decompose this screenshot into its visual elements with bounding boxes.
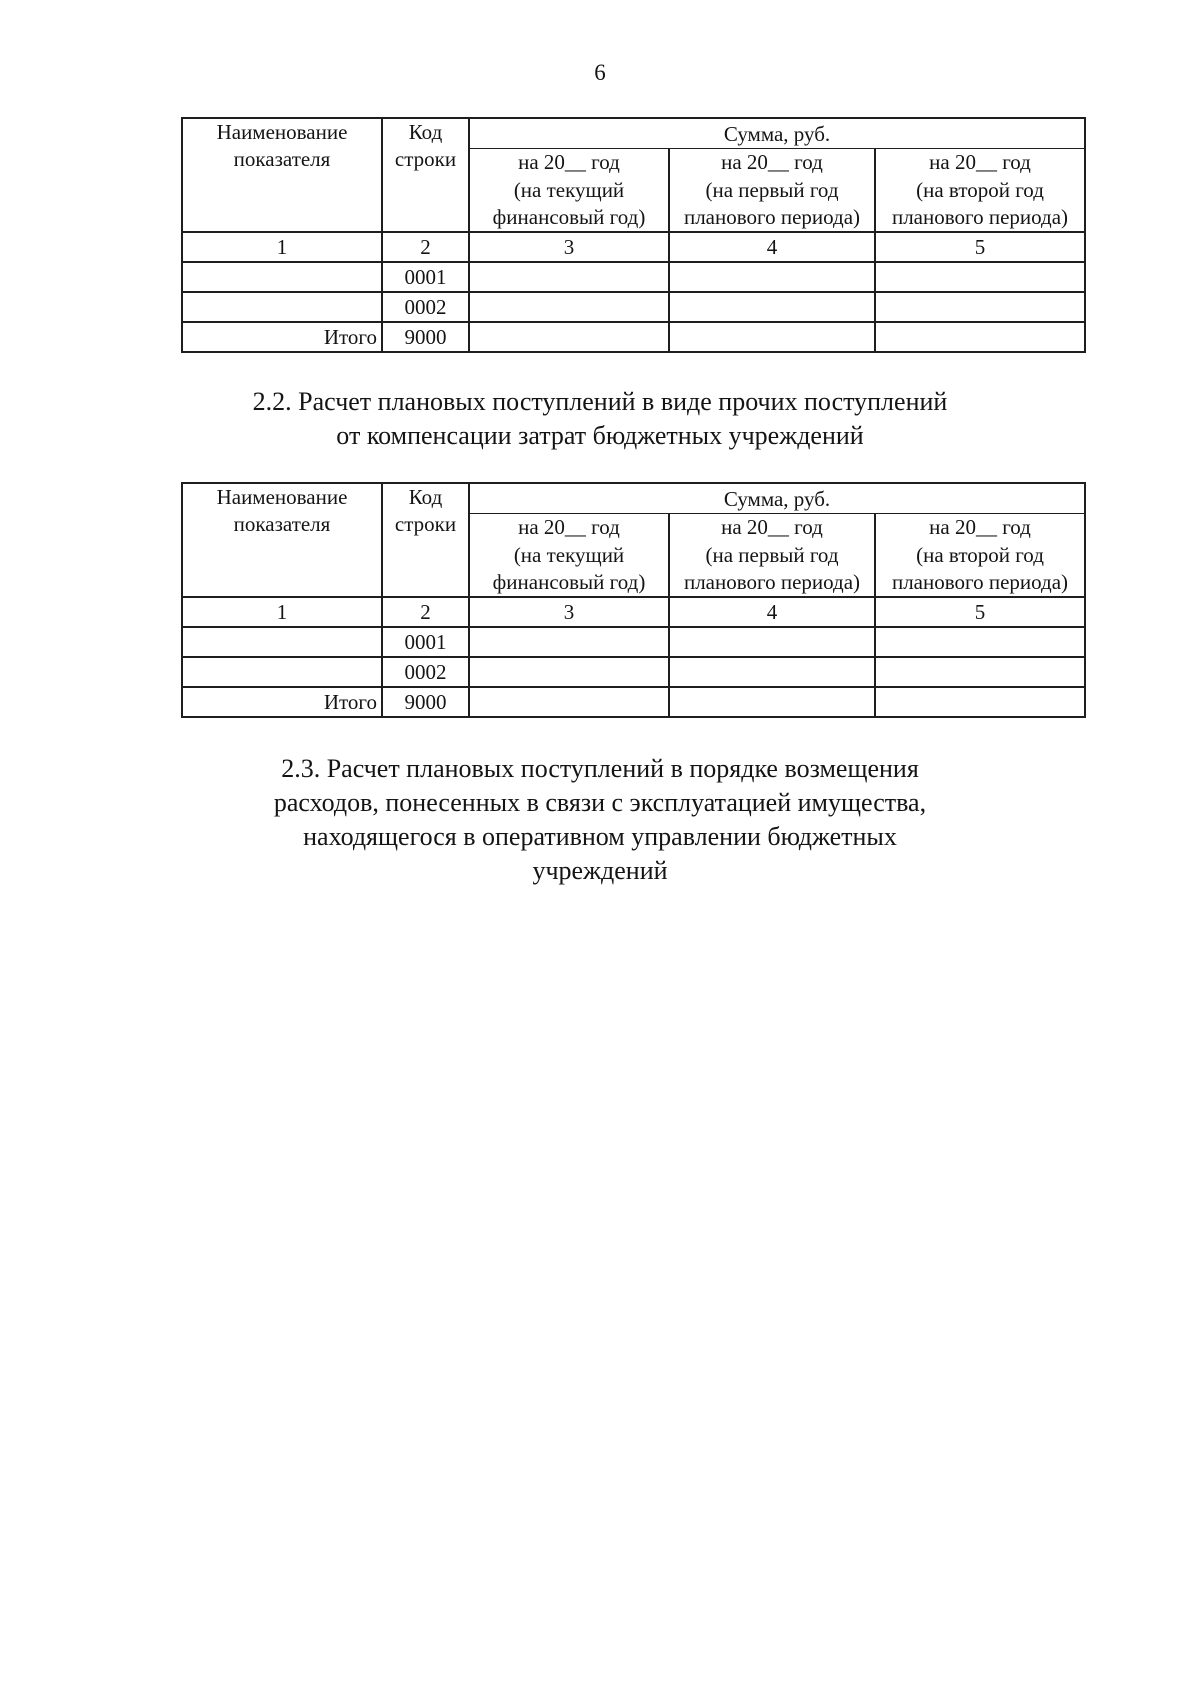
column-number: 1 xyxy=(182,597,382,627)
sum-cell xyxy=(469,292,669,322)
sum-cell xyxy=(669,322,875,352)
column-number: 5 xyxy=(875,597,1085,627)
line-code-cell: 0002 xyxy=(382,657,469,687)
sum-cell xyxy=(469,322,669,352)
page-number: 6 xyxy=(594,60,606,85)
table-row xyxy=(182,627,1085,657)
header-second-plan-year: на 20__ год (на второй год планового периода) xyxy=(875,514,1085,597)
header-indicator-name: Наименование показателя xyxy=(182,118,382,232)
indicator-name-cell xyxy=(182,657,382,687)
total-row xyxy=(182,322,1085,352)
table-row xyxy=(182,262,1085,292)
table-row xyxy=(182,657,1085,687)
column-number: 5 xyxy=(875,232,1085,262)
sum-cell xyxy=(875,262,1085,292)
sum-cell xyxy=(875,627,1085,657)
sum-cell xyxy=(669,292,875,322)
column-number: 4 xyxy=(669,232,875,262)
header-line-code: Код строки xyxy=(382,483,469,597)
column-number: 1 xyxy=(182,232,382,262)
sum-cell xyxy=(469,687,669,717)
revenue-table-2-1 xyxy=(181,117,1086,353)
column-number: 3 xyxy=(469,232,669,262)
line-code-cell: 9000 xyxy=(382,687,469,717)
column-number: 2 xyxy=(382,597,469,627)
table-row xyxy=(182,292,1085,322)
sum-cell xyxy=(469,627,669,657)
header-current-year: на 20__ год (на текущий финансовый год) xyxy=(469,149,669,232)
sum-cell xyxy=(669,687,875,717)
sum-cell xyxy=(875,657,1085,687)
header-indicator-name: Наименование показателя xyxy=(182,483,382,597)
header-sum: Сумма, руб. xyxy=(469,483,1085,514)
section-2-3-heading: 2.3. Расчет плановых поступлений в порядке возмещения расходов, понесенных в связи с эксплуатацией имущества, находящегося в оперативном управлении бюджетных учреждений xyxy=(273,754,927,885)
total-label: Итого xyxy=(182,322,382,352)
header-first-plan-year: на 20__ год (на первый год планового периода) xyxy=(669,149,875,232)
header-second-plan-year: на 20__ год (на второй год планового периода) xyxy=(875,149,1085,232)
line-code-cell: 0001 xyxy=(382,262,469,292)
line-code-cell: 0002 xyxy=(382,292,469,322)
header-sum: Сумма, руб. xyxy=(469,118,1085,149)
line-code-cell: 9000 xyxy=(382,322,469,352)
line-code-cell: 0001 xyxy=(382,627,469,657)
sum-cell xyxy=(469,262,669,292)
column-number-row xyxy=(182,597,1085,627)
sum-cell xyxy=(669,627,875,657)
sum-cell xyxy=(469,657,669,687)
header-line-code: Код строки xyxy=(382,118,469,232)
header-first-plan-year: на 20__ год (на первый год планового периода) xyxy=(669,514,875,597)
sum-cell xyxy=(669,657,875,687)
revenue-table-2-2 xyxy=(181,482,1086,718)
sum-cell xyxy=(669,262,875,292)
header-current-year: на 20__ год (на текущий финансовый год) xyxy=(469,514,669,597)
column-number-row xyxy=(182,232,1085,262)
total-label: Итого xyxy=(182,687,382,717)
column-number: 3 xyxy=(469,597,669,627)
column-number: 4 xyxy=(669,597,875,627)
column-number: 2 xyxy=(382,232,469,262)
indicator-name-cell xyxy=(182,292,382,322)
sum-cell xyxy=(875,292,1085,322)
sum-cell xyxy=(875,322,1085,352)
total-row xyxy=(182,687,1085,717)
sum-cell xyxy=(875,687,1085,717)
indicator-name-cell xyxy=(182,262,382,292)
section-2-2-heading: 2.2. Расчет плановых поступлений в виде прочих поступлений от компенсации затрат бюджетных учреждений xyxy=(252,387,948,450)
indicator-name-cell xyxy=(182,627,382,657)
